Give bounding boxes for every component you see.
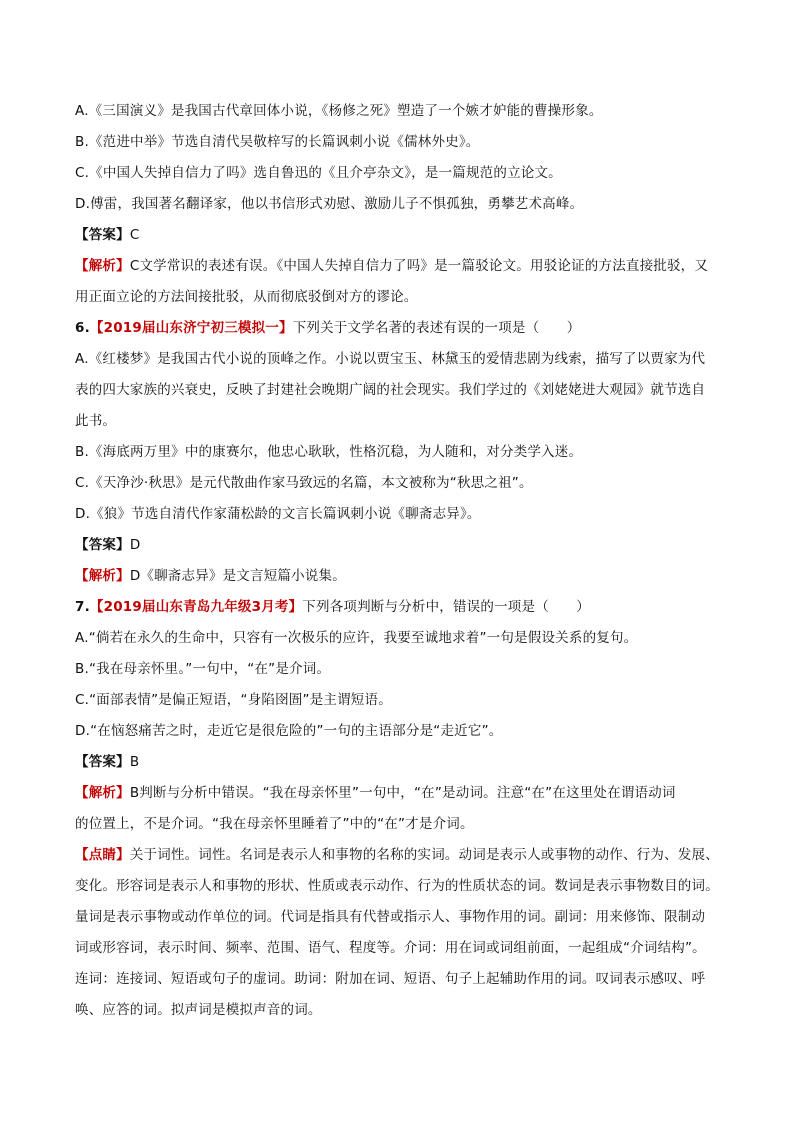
analysis-text: B判断与分析中错误。“我在母亲怀里”一句中，“在”是动词。注意“在”在这里处在谓语动词 bbox=[129, 785, 676, 801]
q6-option-a-cont: 表的四大家族的兴衰史，反映了封建社会晚期广阔的社会现实。我们学过的《刘姥姥进大观园》就节选自 bbox=[75, 382, 706, 398]
q5-analysis bbox=[75, 251, 725, 282]
q5-option-a: A.《三国演义》是我国古代章回体小说，《杨修之死》塑造了一个嫉才妒能的曹操形象。 bbox=[75, 103, 603, 119]
tip-tag: 【点睛】 bbox=[75, 847, 130, 863]
q7-tip bbox=[75, 840, 725, 871]
q5-option-d: D.傅雷，我国著名翻译家，他以书信形式劝慰、激励儿子不惧孤独，勇攀艺术高峰。 bbox=[75, 196, 584, 212]
answer-value: B bbox=[129, 754, 140, 770]
q6-option-c: C.《天净沙·秋思》是元代散曲作家马致远的名篇，本文被称为“秋思之祖”。 bbox=[75, 475, 533, 491]
answer-tag: 【答案】 bbox=[75, 754, 130, 770]
q5-answer bbox=[75, 220, 725, 251]
answer-tag: 【答案】 bbox=[75, 537, 130, 553]
q7-tip-cont: 连词：连接词、短语或句子的虚词。助词：附加在词、短语、句子上起辅助作用的词。叹词表示感叹、呼 bbox=[75, 971, 706, 987]
q6-option-d: D.《狼》节选自清代作家蒲松龄的文言长篇讽刺小说《聊斋志异》。 bbox=[75, 506, 481, 522]
analysis-tag: 【解析】 bbox=[75, 258, 130, 274]
answer-value: C bbox=[129, 227, 140, 243]
tip-text: 关于词性。词性。名词是表示人和事物的名称的实词。动词是表示人或事物的动作、行为、发展、 bbox=[129, 847, 719, 863]
analysis-tag: 【解析】 bbox=[75, 785, 130, 801]
q7-answer bbox=[75, 747, 725, 778]
question-stem: 下列关于文学名著的表述有误的一项是（ ） bbox=[292, 320, 581, 336]
q7-tip-cont: 唤、应答的词。拟声词是模拟声音的词。 bbox=[75, 1002, 322, 1018]
q7-analysis-cont: 的位置上，不是介词。“我在母亲怀里睡着了”中的“在”才是介词。 bbox=[75, 816, 474, 832]
q7-tip-cont: 变化。形容词是表示人和事物的形状、性质或表示动作、行为的性质状态的词。数词是表示事物数目的词。 bbox=[75, 878, 719, 894]
question-source: 【2019届山东济宁初三模拟一】 bbox=[89, 320, 293, 336]
q6-option-b: B.《海底两万里》中的康赛尔，他忠心耿耿，性格沉稳，为人随和，对分类学入迷。 bbox=[75, 444, 583, 460]
q7-tip-cont: 量词是表示事物或动作单位的词。代词是指具有代替或指示人、事物作用的词。副词：用来修饰、限制动 bbox=[75, 909, 706, 925]
question-number: 6. bbox=[75, 320, 90, 336]
answer-tag: 【答案】 bbox=[75, 227, 130, 243]
q7-analysis bbox=[75, 778, 725, 809]
q6-option-a: A.《红楼梦》是我国古代小说的顶峰之作。小说以贾宝玉、林黛玉的爱情悲剧为线索，描写了以贾家为代 bbox=[75, 351, 706, 367]
q6-answer bbox=[75, 530, 725, 561]
q7-option-d: D.“在恼怒痛苦之时，走近它是很危险的”一句的主语部分是“走近它”。 bbox=[75, 723, 503, 739]
analysis-tag: 【解析】 bbox=[75, 568, 130, 584]
q7-option-b: B.“我在母亲怀里。”一句中，“在”是介词。 bbox=[75, 661, 331, 677]
question-stem: 下列各项判断与分析中，错误的一项是（ ） bbox=[302, 599, 590, 615]
analysis-text: C文学常识的表述有误。《中国人失掉自信力了吗》是一篇驳论文。用驳论证的方法直接批驳，又 bbox=[129, 258, 709, 274]
q7-tip-cont: 词或形容词，表示时间、频率、范围、语气、程度等。介词：用在词或词组前面，一起组成“介词结构”。 bbox=[75, 940, 706, 956]
q5-option-c: C.《中国人失掉自信力了吗》选自鲁迅的《且介亭杂文》，是一篇规范的立论文。 bbox=[75, 165, 562, 181]
q7-stem bbox=[75, 592, 725, 623]
q5-option-b: B.《范进中举》节选自清代吴敬梓写的长篇讽刺小说《儒林外史》。 bbox=[75, 134, 480, 150]
question-number: 7. bbox=[75, 599, 90, 615]
q5-analysis-cont: 用正面立论的方法间接批驳，从而彻底驳倒对方的谬论。 bbox=[75, 289, 418, 305]
q6-stem bbox=[75, 313, 725, 344]
q7-option-a: A.“倘若在永久的生命中，只容有一次极乐的应许，我要至诚地求着”一句是假设关系的复句。 bbox=[75, 630, 638, 646]
q6-analysis bbox=[75, 561, 725, 592]
analysis-text: D《聊斋志异》是文言短篇小说集。 bbox=[129, 568, 346, 584]
document-body bbox=[75, 96, 725, 1026]
question-source: 【2019届山东青岛九年级3月考】 bbox=[89, 599, 303, 615]
q6-option-a-cont2: 此书。 bbox=[75, 413, 117, 429]
q7-option-c: C.“面部表情”是偏正短语，“身陷囹圄”是主谓短语。 bbox=[75, 692, 392, 708]
answer-value: D bbox=[129, 537, 141, 553]
